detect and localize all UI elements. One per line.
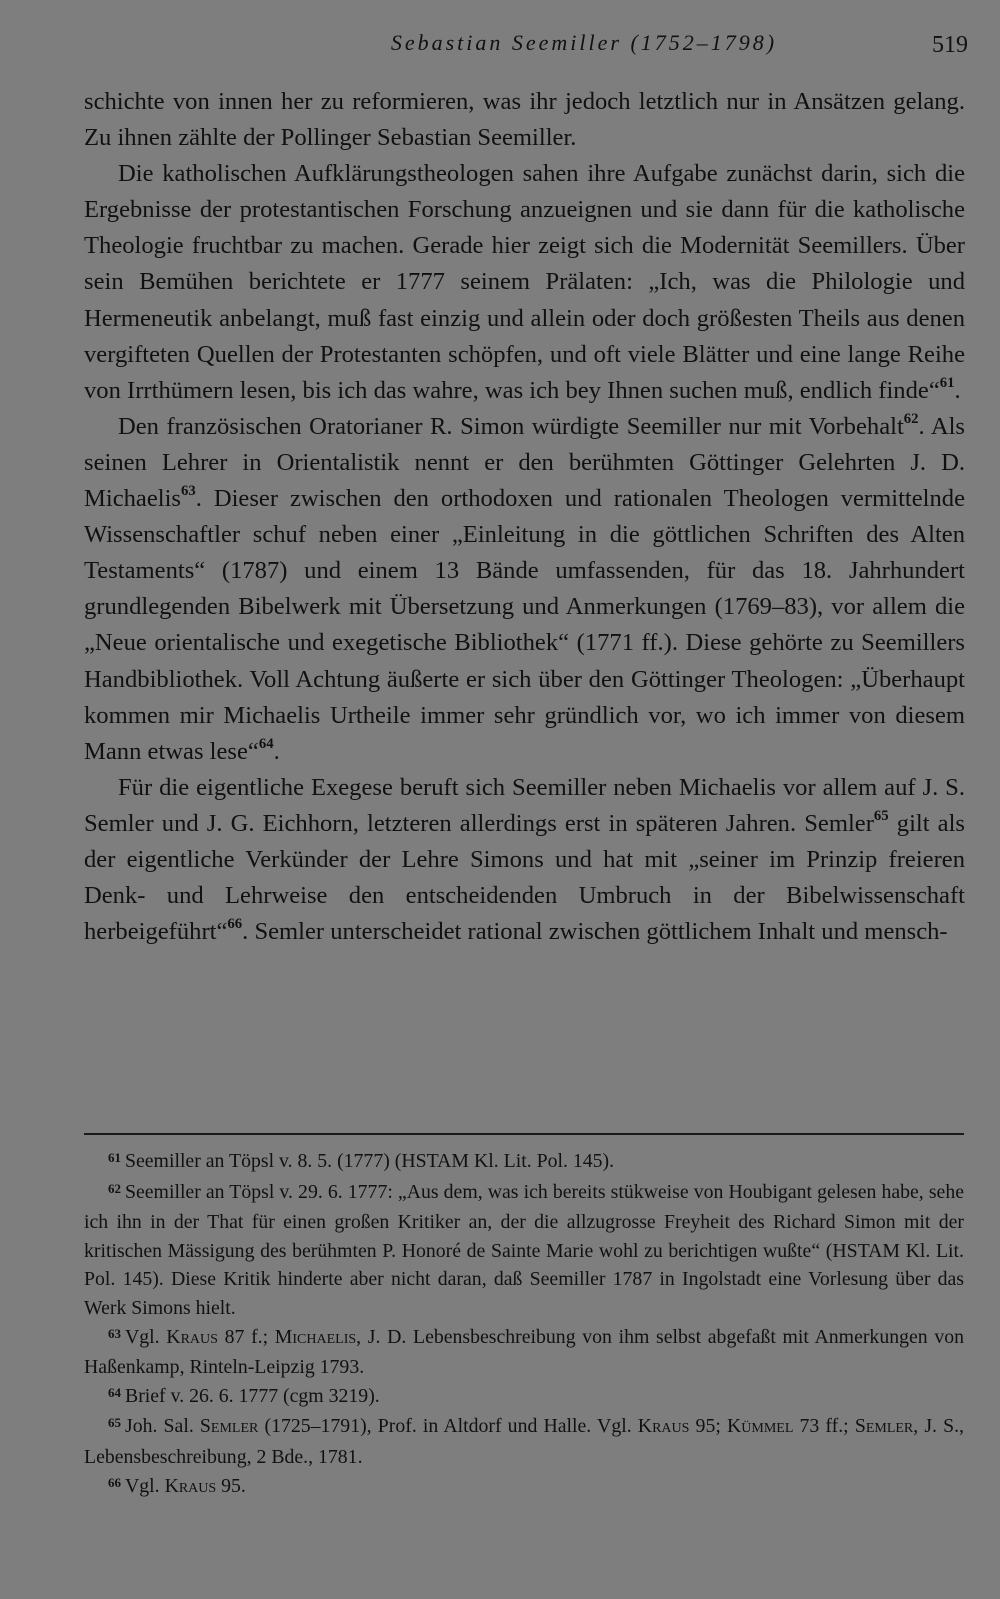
footnote-ref[interactable]: 64 <box>258 735 274 752</box>
running-head <box>80 30 968 66</box>
text-run: Die katholischen Aufklärungstheologen sahen ihre Aufgabe zunächst darin, sich die Ergebnisse der protestantischen Forschung anzueignen und sie dann für die katholische Theologie fruchtbar zu machen. Gerade hier zeigt sich die Modernität Seemillers. Über sein Bemühen berichtete er 1777 seinem Prälaten: „Ich, was die Philologie und Hermeneutik anbelangt, muß fast einzig und allein oder doch größesten Theils aus denen vergifteten Quellen der Protestanten schöpfen, und oft viele Blätter und eine lange Reihe von Irrthümern lesen, bis ich das wahre, was ich bey Ihnen suchen muß, endlich finde“ <box>84 160 965 404</box>
footnote-ref[interactable]: 66 <box>227 915 243 932</box>
text-run: 95; <box>689 1415 727 1438</box>
page-number: 519 <box>932 32 968 58</box>
author-name: Michaelis <box>274 1325 357 1348</box>
text-run: . Dieser zwischen den orthodoxen und rationalen Theologen vermittelnde Wissenschaftler schuf neben einer „Einleitung in die göttlichen Schriften des Alten Testaments“ (1787) und einem 13 Bände umfassenden, für das 18. Jahrhundert grundlegenden Bibelwerk mit Übersetzung und Anmerkungen (1769–83), vor allem die „Neue orientalische und exegetische Bibliothek“ (1771 ff.). Diese gehörte zu Seemillers Handbibliothek. Voll Achtung äußerte er sich über den Göttinger Theologen: „Überhaupt kommen mir Michaelis Urtheile immer sehr gründlich vor, wo ich immer von diesem Mann etwas lese“ <box>84 485 965 765</box>
text-run: gilt als der eigentliche Verkünder der Lehre Simons und hat mit „seiner im Prinzip freieren Denk- und Lehrweise den entscheidenden Umbruch in der Bibelwissenschaft herbeigeführt“ <box>84 809 965 946</box>
text-run: Den französischen Oratorianer R. Simon würdigte Seemiller nur mit Vorbehalt <box>118 412 904 440</box>
text-run: , J. D. Lebensbeschreibung von ihm selbst abgefaßt mit Anmerkungen von Haßenkamp, Rinteln-Leipzig 1793. <box>84 1325 965 1379</box>
text-run: 73 ff.; <box>793 1415 855 1438</box>
paragraph <box>84 156 965 409</box>
text-run: schichte von innen her zu reformieren, was ihr jedoch letztlich nur in Ansätzen gelang. Zu ihnen zählte der Pollinger Sebastian Seemiller. <box>84 88 965 152</box>
text-run: Für die eigentliche Exegese beruft sich Seemiller neben Michaelis vor allem auf J. S. Semler und J. G. Eichhorn, letzteren allerdings erst in späteren Jahren. Semler <box>84 773 965 837</box>
footnote-number: 64 <box>108 1384 121 1400</box>
text-run: (1725–1791), Prof. in Altdorf und Halle. Vgl. <box>258 1415 638 1438</box>
text-run: , J. S., Lebensbeschreibung, 2 Bde., 1781. <box>84 1415 965 1468</box>
footnote-ref[interactable]: 65 <box>873 807 889 824</box>
text-run: Brief v. 26. 6. 1777 (cgm 3219). <box>125 1384 380 1407</box>
author-name: Kraus <box>164 1474 217 1497</box>
text-run: Seemiller an Töpsl v. 29. 6. 1777: „Aus dem, was ich bereits stükweise von Houbigant gelesen habe, sehe ich ihn in der That für einen großen Kritiker an, der die allzugrosse Freyheit des Richard Simon mit der kritischen Mässigung des berühmten P. Honoré de Sainte Marie wohl zu berichtigen wußte“ (HSTAM Kl. Lit. Pol. 145). Diese Kritik hinderte aber nicht daran, daß Seemiller 1787 in Ingolstadt eine Vorlesung über das Werk Simons hielt. <box>84 1180 964 1319</box>
text-run: 87 f.; <box>217 1325 275 1348</box>
footnote-number: 66 <box>108 1474 121 1490</box>
paragraph <box>84 770 965 950</box>
text-run: Vgl. <box>125 1474 165 1497</box>
footnote-ref[interactable]: 61 <box>939 374 955 391</box>
text-run: Seemiller an Töpsl v. 8. 5. (1777) (HSTAM Kl. Lit. Pol. 145). <box>125 1150 615 1172</box>
text-run: . Semler unterscheidet rational zwischen göttlichem Inhalt und mensch- <box>242 918 948 946</box>
footnote-separator <box>84 1133 964 1135</box>
footnote-number: 65 <box>108 1415 121 1431</box>
text-run: . Als seinen Lehrer in Orientalistik nennt er den berühmten Göttinger Gelehrten J. D. Michaelis <box>84 412 965 513</box>
footnote-ref[interactable]: 62 <box>903 410 919 427</box>
main-text <box>84 84 965 950</box>
footnote <box>84 1412 964 1471</box>
author-name: Semler <box>199 1415 259 1438</box>
text-run: 95. <box>216 1474 246 1497</box>
author-name: Semler <box>854 1415 914 1438</box>
text-run: . <box>273 737 280 765</box>
footnote <box>84 1178 964 1323</box>
text-run: Vgl. <box>125 1325 167 1348</box>
paragraph <box>84 84 965 156</box>
footnote <box>84 1323 964 1382</box>
footnote <box>84 1472 964 1503</box>
footnote-number: 61 <box>108 1150 121 1165</box>
author-name: Kümmel <box>726 1415 794 1438</box>
footnotes <box>84 1147 964 1502</box>
footnote-ref[interactable]: 63 <box>180 482 196 499</box>
author-name: Kraus <box>637 1415 690 1438</box>
running-title: Sebastian Seemiller (1752–1798) <box>390 30 778 55</box>
author-name: Kraus <box>166 1325 218 1348</box>
paragraph <box>84 409 965 770</box>
footnote-number: 62 <box>108 1180 121 1196</box>
footnote <box>84 1147 964 1178</box>
footnote-number: 63 <box>108 1325 121 1341</box>
text-run: . <box>954 376 961 404</box>
footnote <box>84 1382 964 1413</box>
text-run: Joh. Sal. <box>125 1415 200 1438</box>
